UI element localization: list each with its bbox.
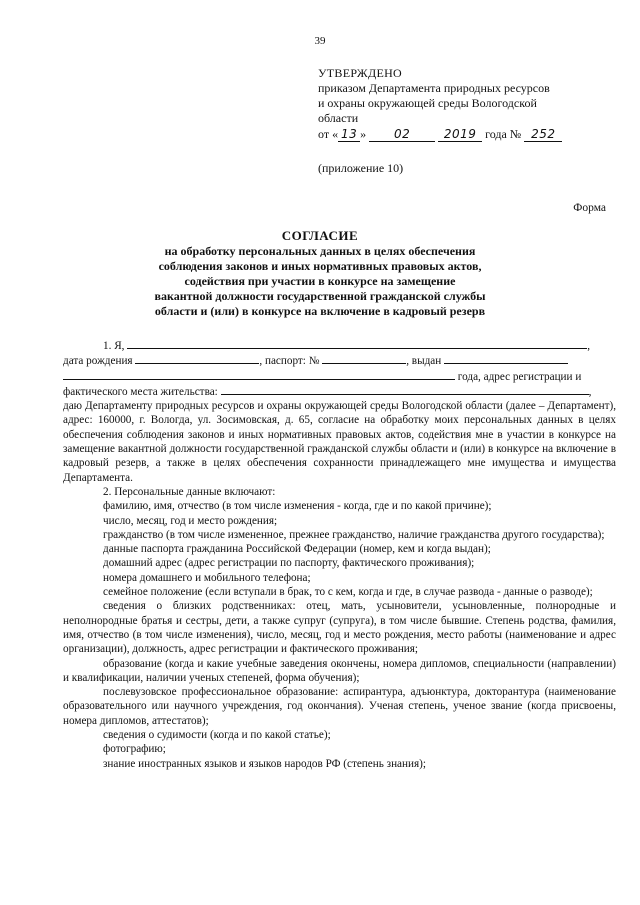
title-main: СОГЛАСИЕ xyxy=(281,228,359,243)
list-item: образование (когда и какие учебные заведения окончены, номера дипломов, специальности (направлении) и квалификации, наличии ученых степеней, форма обучения); xyxy=(63,657,616,684)
residence-row: фактического места жительства: , xyxy=(63,385,592,398)
title-line: содействия при участии в конкурсе на замещение xyxy=(184,274,456,288)
address-reg-label: года, адрес регистрации и xyxy=(457,370,582,383)
approval-line-1: приказом Департамента природных ресурсов xyxy=(318,81,550,95)
form-label: Форма xyxy=(573,202,606,214)
list-item: данные паспорта гражданина Российской Федерации (номер, кем и когда выдан); xyxy=(103,543,491,556)
title-line: вакантной должности государственной гражданской службы xyxy=(154,289,486,303)
year-number-label: года № xyxy=(485,127,522,141)
approval-line-2: и охраны окружающей среды Вологодской xyxy=(318,96,537,110)
page-number: 39 xyxy=(314,35,326,47)
issued-continuation-row xyxy=(63,369,616,384)
approval-heading: УТВЕРЖДЕНО xyxy=(318,66,403,80)
issued-by-field[interactable] xyxy=(444,353,568,364)
list-item: сведения о судимости (когда и по какой статье); xyxy=(103,729,331,742)
list-item: число, месяц, год и место рождения; xyxy=(103,514,278,527)
actual-residence-label: фактического места жительства: xyxy=(63,385,218,398)
birth-date-field[interactable] xyxy=(135,353,259,364)
title-line: на обработку персональных данных в целях обеспечения xyxy=(164,244,476,258)
title-line: соблюдения законов и иных нормативных правовых актов, xyxy=(158,259,482,273)
section-2-heading: 2. Персональные данные включают: xyxy=(103,485,276,498)
birth-passport-row xyxy=(63,353,616,368)
approval-month: 02 xyxy=(369,128,435,142)
title-line: области и (или) в конкурсе на включение в кадровый резерв xyxy=(154,304,486,318)
appendix-note: (приложение 10) xyxy=(318,161,404,175)
from-label: от « xyxy=(318,127,339,141)
list-item: домашний адрес (адрес регистрации по паспорту, фактического проживания); xyxy=(103,557,475,570)
document-body xyxy=(63,338,616,771)
approval-number: 252 xyxy=(524,128,562,142)
approval-line-3: области xyxy=(318,111,359,125)
i-label: 1. Я, xyxy=(103,340,125,352)
list-item: семейное положение (если вступали в брак, то с кем, когда и где, в случае развода - данные о разводе); xyxy=(103,586,593,599)
consent-paragraph: даю Департаменту природных ресурсов и охраны окружающей среды Вологодской области (далее – Департамент), адрес: 160000, г. Вологда, ул. Зосимовская, д. 65, согласие на обработку моих персональных данных в целях обеспечения соблюдения законов и иных нормативных правовых актов, содействия мне в участии в конкурсе на замещение вакантной должности государственной гражданской службы области и (или) в конкурсе на включение в кадровый резерв, а также в целях обеспечения сохранности принадлежащего мне имущества и имущества Департамента. xyxy=(63,400,616,484)
approval-date-row: от « 13 » 02 2019 года № 252 xyxy=(318,127,618,142)
list-item: фотографию; xyxy=(103,743,166,756)
personal-data-list xyxy=(63,499,616,771)
issued-date-field[interactable] xyxy=(63,369,455,380)
list-item: послевузовское профессиональное образование: аспирантура, адъюнктура, докторантура (наименование образовательного или научного учреждения, год окончания). Ученая степень, ученое звание (когда присвоены, номера дипломов, аттестатов); xyxy=(63,686,616,727)
passport-label: , паспорт: № xyxy=(259,355,320,368)
name-row: 1. Я, , xyxy=(103,340,591,352)
issued-label: , выдан xyxy=(406,355,442,368)
list-item: гражданство (в том числе измененное, прежнее гражданство, наличие гражданства другого государства); xyxy=(103,528,605,541)
name-field[interactable] xyxy=(127,338,587,349)
document-title xyxy=(0,228,640,319)
residence-field[interactable] xyxy=(221,384,589,395)
list-item: сведения о близких родственниках: отец, мать, усыновители, усыновленные, полнородные и неполнородные братья и сестры, дети, а также супруг (супруга), в том числе бывшие. Степень родства, фамилия, имя, отчество (в том числе изменения), число, месяц, год и место рождения, место работы (наименование и адрес организации), должность, адрес регистрации и фактического проживания; xyxy=(63,600,616,656)
approval-year: 2019 xyxy=(438,128,482,142)
list-item: номера домашнего и мобильного телефона; xyxy=(103,571,311,584)
birth-label: дата рождения xyxy=(63,355,133,368)
approval-block xyxy=(318,66,618,142)
approval-day: 13 xyxy=(338,128,360,142)
passport-number-field[interactable] xyxy=(322,353,406,364)
list-item: знание иностранных языков и языков народов РФ (степень знания); xyxy=(103,757,426,770)
list-item: фамилию, имя, отчество (в том числе изменения - когда, где и по какой причине); xyxy=(103,500,492,513)
